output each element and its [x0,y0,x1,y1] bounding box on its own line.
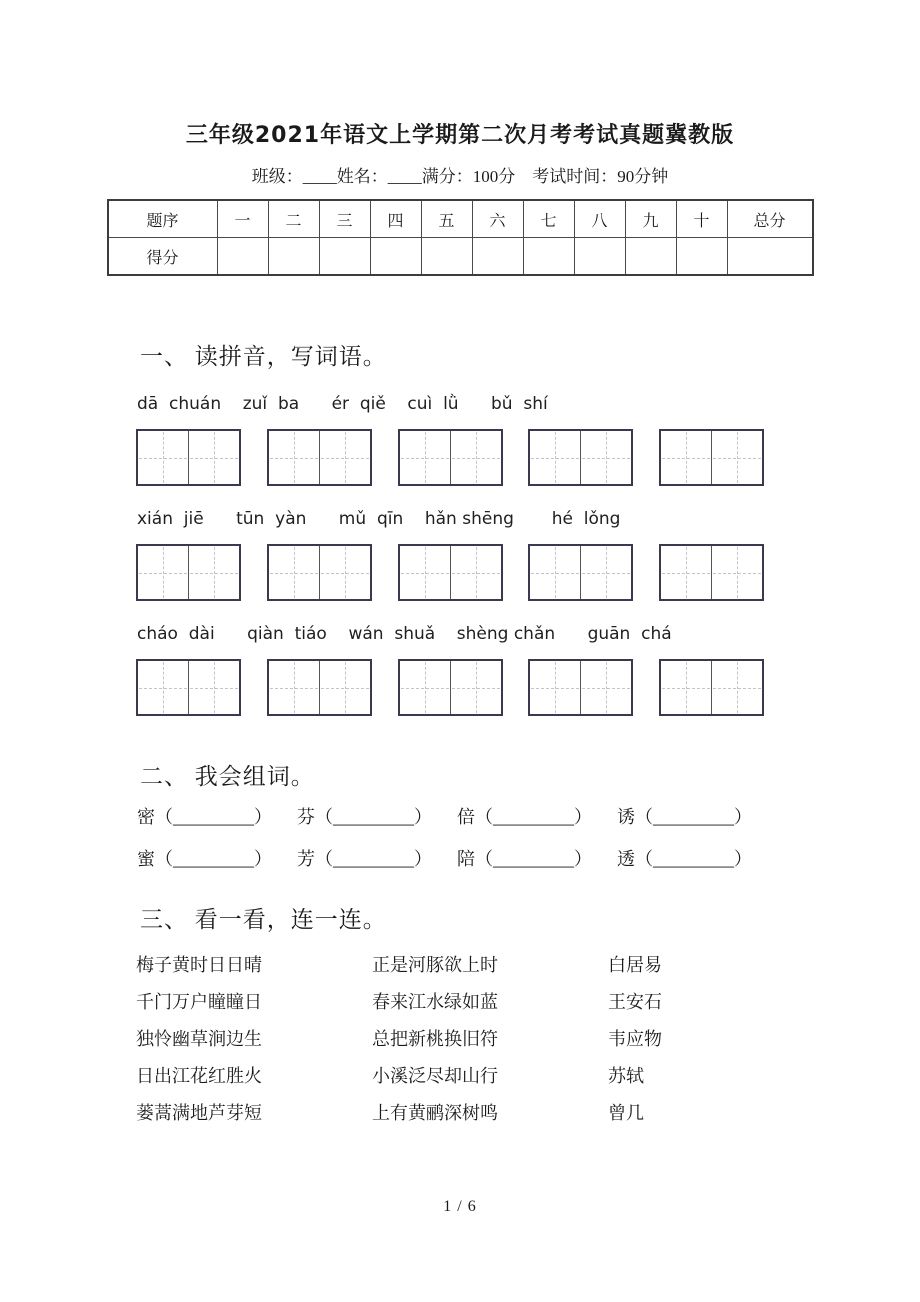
writing-grid-row-1 [136,429,764,486]
score-table-header-row [108,200,813,238]
writing-cell [661,546,711,599]
pinyin-line-2: xián jiē tūn yàn mǔ qīn hǎn shēng hé lǒng [137,509,621,529]
match-middle-item: 上有黄鹂深树鸣 [372,1103,498,1123]
section2-heading: 二、 我会组词。 [140,764,315,789]
match-middle-item: 小溪泛尽却山行 [372,1066,498,1086]
writing-grid-group [398,429,503,486]
writing-cell [188,661,239,714]
writing-cell [138,431,188,484]
writing-cell [400,546,450,599]
writing-grid-group [528,659,633,716]
writing-cell [400,661,450,714]
word-blank-row-2 [137,845,920,871]
word-blank-item: 陪（_________） [457,849,592,869]
score-table-header-cell: 五 [421,200,472,238]
writing-cell [138,661,188,714]
writing-grid-group [267,659,372,716]
poet-name: 韦应物 [608,1029,662,1049]
writing-grid-group [528,429,633,486]
writing-cell [188,546,239,599]
match-middle-item: 总把新桃换旧符 [372,1029,498,1049]
score-table-header-cell: 题序 [108,200,218,238]
score-cell [625,238,676,276]
writing-cell [400,431,450,484]
matching-right-column [608,950,768,1135]
pinyin-line-3: cháo dài qiàn tiáo wán shuǎ shèng chǎn guān chá [137,624,672,644]
word-blank-item: 诱（_________） [617,807,752,827]
poet-name: 苏轼 [608,1066,644,1086]
writing-grid-row-3 [136,659,764,716]
match-left-item: 蒌蒿满地芦芽短 [136,1103,262,1123]
matching-middle-column [372,950,608,1135]
score-table-header-cell: 十 [676,200,727,238]
writing-grid-group [659,659,764,716]
score-table-header-cell: 八 [574,200,625,238]
writing-cell [661,431,711,484]
score-table-header-cell: 三 [319,200,370,238]
word-blank-item: 芬（_________） [297,807,432,827]
writing-cell [530,546,580,599]
writing-cell [188,431,239,484]
word-blank-row-1 [137,803,920,829]
score-cell [268,238,319,276]
score-table-score-row [108,238,813,276]
word-blank-item: 透（_________） [617,849,752,869]
writing-grid-group [398,659,503,716]
writing-cell [269,546,319,599]
matching-left-column [136,950,372,1135]
writing-cell [450,546,501,599]
word-blank-item: 密（_________） [137,807,272,827]
score-table-header-cell: 六 [472,200,523,238]
matching-exercise [136,950,920,1135]
writing-cell [711,431,762,484]
writing-cell [138,546,188,599]
writing-grid-group [136,544,241,601]
score-table-header-cell: 二 [268,200,319,238]
score-cell [574,238,625,276]
score-cell [421,238,472,276]
score-cell [727,238,813,276]
writing-cell [319,546,370,599]
writing-grid-group [267,544,372,601]
score-cell [523,238,574,276]
score-table-header-cell: 总分 [727,200,813,238]
score-table-header-cell: 九 [625,200,676,238]
poet-name: 王安石 [608,992,662,1012]
score-table [107,199,814,276]
writing-cell [450,431,501,484]
score-row-label: 得分 [108,238,218,276]
match-middle-item: 正是河豚欲上时 [372,955,498,975]
writing-cell [450,661,501,714]
writing-cell [661,661,711,714]
writing-cell [319,661,370,714]
match-middle-item: 春来江水绿如蓝 [372,992,498,1012]
score-cell [217,238,268,276]
score-cell [370,238,421,276]
exam-info-line: 班级：____姓名：____满分：100分 考试时间：90分钟 [251,167,669,186]
score-table-header-cell: 四 [370,200,421,238]
word-blank-item: 芳（_________） [297,849,432,869]
score-table-header-cell: 七 [523,200,574,238]
writing-cell [319,431,370,484]
match-left-item: 日出江花红胜火 [136,1066,262,1086]
writing-cell [580,661,631,714]
match-left-item: 独怜幽草涧边生 [136,1029,262,1049]
writing-cell [269,431,319,484]
writing-cell [530,431,580,484]
writing-grid-group [659,544,764,601]
poet-name: 曾几 [608,1103,644,1123]
match-left-item: 千门万户瞳瞳日 [136,992,262,1012]
writing-grid-group [398,544,503,601]
section1-heading: 一、 读拼音，写词语。 [140,344,387,369]
writing-cell [269,661,319,714]
page-number: 1 / 6 [443,1198,477,1215]
score-cell [676,238,727,276]
writing-grid-group [267,429,372,486]
writing-cell [580,431,631,484]
writing-cell [530,661,580,714]
section3-heading: 三、 看一看，连一连。 [140,907,387,932]
writing-grid-row-2 [136,544,764,601]
exam-title: 三年级2021年语文上学期第二次月考考试真题冀教版 [185,123,735,148]
writing-cell [711,546,762,599]
writing-cell [711,661,762,714]
word-blank-item: 蜜（_________） [137,849,272,869]
score-cell [472,238,523,276]
pinyin-line-1: dā chuán zuǐ ba ér qiě cuì lǜ bǔ shí [137,394,548,414]
writing-grid-group [528,544,633,601]
word-blank-item: 倍（_________） [457,807,592,827]
writing-grid-group [136,429,241,486]
score-cell [319,238,370,276]
match-left-item: 梅子黄时日日晴 [136,955,262,975]
writing-grid-group [659,429,764,486]
poet-name: 白居易 [608,955,662,975]
score-table-header-cell: 一 [217,200,268,238]
writing-cell [580,546,631,599]
writing-grid-group [136,659,241,716]
